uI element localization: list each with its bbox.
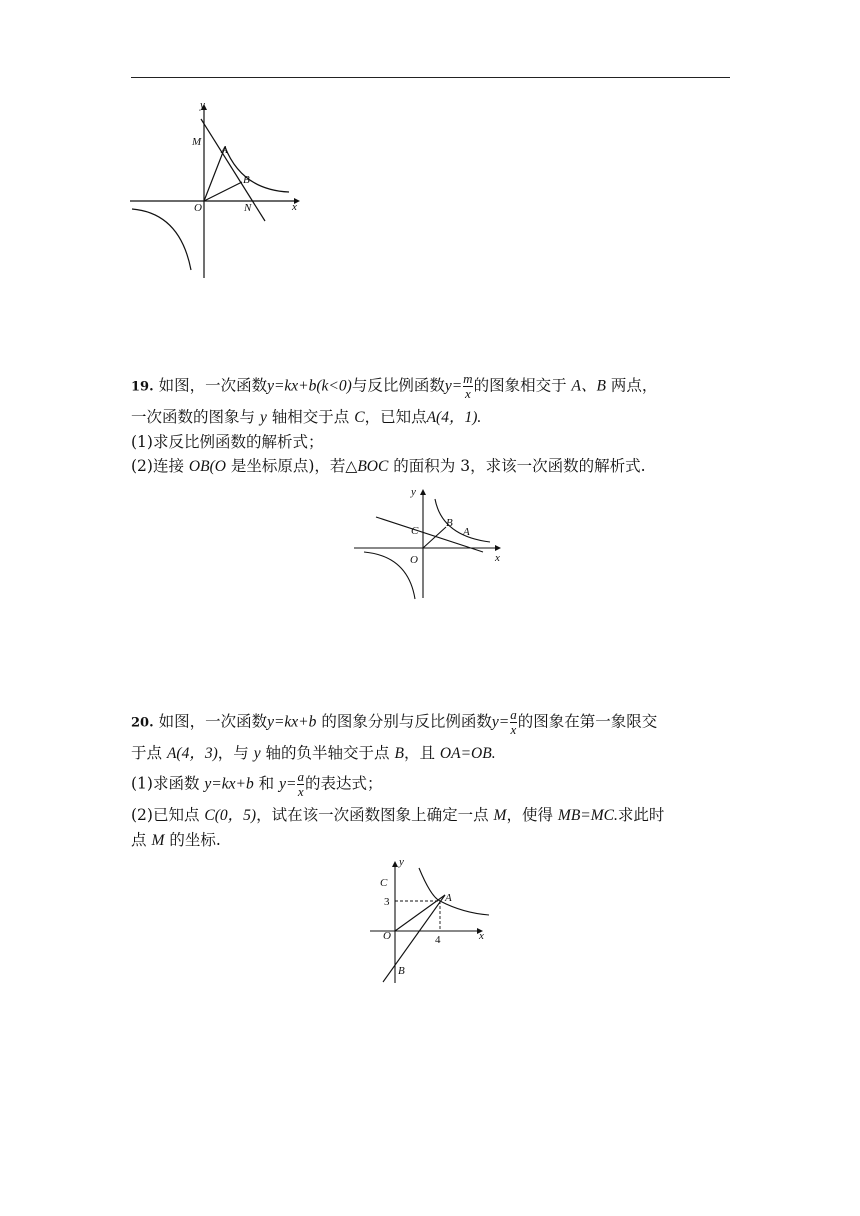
fraction-numerator: a: [297, 769, 304, 784]
fig20-label-4: 4: [435, 934, 441, 946]
q19-var: C: [354, 409, 365, 426]
q19-var: OB(O: [188, 458, 226, 475]
q19-text: 的面积为 3，求该一次函数的解析式.: [393, 457, 646, 475]
q20-text: 的图象在第一象限交: [517, 712, 658, 731]
q20-part-2-cont: [131, 828, 736, 853]
fig20-label-b: B: [398, 965, 405, 977]
q20-text: 轴的负半轴交于点: [265, 744, 390, 762]
q19-var: y: [259, 409, 267, 426]
fig1-label-o: O: [194, 202, 202, 214]
fig20-y-label: y: [399, 856, 404, 868]
q19-text: 与反比例函数: [351, 376, 445, 395]
fig1-label-n: N: [244, 202, 252, 214]
figure-top-graph: [125, 95, 310, 285]
fraction-numerator: a: [510, 707, 517, 722]
q19-text: (2)连接: [131, 457, 184, 475]
q20-text: 于点: [131, 744, 163, 762]
q20-equation: MB=MC.: [557, 807, 618, 824]
figure-q19: [350, 484, 510, 604]
q20-text: ，与: [217, 744, 249, 762]
fraction-denominator: x: [297, 784, 304, 799]
fig20-label-a: A: [445, 892, 452, 904]
fraction-denominator: x: [464, 386, 471, 401]
q20-equation: y=kx+b: [204, 775, 254, 793]
q20-equation: y=: [491, 713, 510, 731]
fig19-label-o: O: [410, 554, 418, 566]
q20-equation: OA=OB.: [439, 745, 496, 762]
q20-text: 和: [258, 774, 275, 793]
figure-q20: [365, 855, 500, 990]
q20-var: B: [394, 745, 404, 762]
q19-text: 如图，一次函数: [158, 376, 268, 395]
fig1-y-label: y: [200, 99, 205, 111]
q20-text: (2)已知点: [131, 806, 200, 824]
q20-fraction: [297, 770, 304, 799]
fig19-label-a: A: [463, 526, 470, 538]
q19-points: A、B: [571, 377, 606, 395]
q19-text: ，已知点: [364, 408, 427, 426]
q20-part-1: [131, 770, 736, 799]
q19-line-2: [131, 405, 736, 430]
q19-fraction: [463, 372, 472, 401]
q20-equation: y=: [279, 775, 297, 793]
fig20-label-c: C: [380, 877, 388, 889]
q20-point: C(0，5): [204, 807, 257, 824]
fig1-label-b: B: [243, 174, 250, 186]
q19-equation: y=: [444, 377, 463, 395]
q19-text: 一次函数的图象与: [131, 408, 256, 426]
fig20-label-o: O: [383, 930, 391, 942]
q20-text: ，试在该一次函数图象上确定一点: [256, 806, 489, 824]
header-rule: [131, 77, 730, 78]
fraction-denominator: x: [510, 722, 517, 737]
fig20-label-3: 3: [384, 896, 390, 908]
q20-number: 20.: [131, 715, 154, 731]
fig19-y-label: y: [411, 486, 416, 498]
q20-text: 如图，一次函数: [158, 712, 268, 731]
question-20: [131, 708, 736, 853]
q19-text: 的图象相交于: [473, 376, 567, 395]
q19-text: 轴相交于点: [271, 408, 350, 426]
q19-equation: y=kx+b(k<0): [267, 377, 352, 395]
q19-text: 是坐标原点)，若△: [230, 457, 358, 475]
q19-part-1: (1)求反比例函数的解析式；: [131, 433, 324, 451]
q20-text: 的表达式；: [304, 774, 383, 793]
q19-point: A(4，1).: [426, 409, 482, 426]
q20-text: (1)求函数: [131, 774, 200, 793]
q20-var: M: [151, 832, 165, 849]
fig20-x-label: x: [479, 930, 484, 942]
q20-var: M: [493, 807, 507, 824]
fig19-x-label: x: [495, 552, 500, 564]
q20-part-2: [131, 803, 736, 828]
figure-q19-graph: [350, 484, 510, 604]
q20-line-1: [131, 708, 736, 737]
q19-var: BOC: [357, 458, 389, 475]
q20-text: ，使得: [506, 806, 553, 824]
fig1-label-m: M: [192, 136, 202, 148]
q20-text: ，且: [403, 744, 435, 762]
fraction-numerator: m: [463, 371, 473, 386]
q20-equation: y=kx+b: [267, 713, 317, 731]
q20-text: 点: [131, 831, 147, 849]
fig1-x-label: x: [292, 201, 297, 213]
q20-text: 求此时: [617, 806, 665, 824]
q20-fraction: [510, 708, 517, 737]
figure-top: [125, 95, 310, 285]
q20-line-2: [131, 741, 736, 766]
figure-q20-graph: [365, 855, 500, 990]
q19-part-2: [131, 454, 736, 479]
q20-text: 的图象分别与反比例函数: [321, 712, 492, 731]
fig1-label-a: A: [221, 144, 228, 156]
q19-text: 两点，: [610, 376, 658, 395]
fig19-label-b: B: [446, 517, 453, 529]
q19-number: 19.: [131, 379, 154, 395]
q20-var: y: [253, 745, 261, 762]
q20-point: A(4，3): [166, 745, 218, 762]
question-19: [131, 372, 736, 479]
q20-text: 的坐标.: [169, 831, 221, 849]
q19-line-1: [131, 372, 736, 401]
fig19-label-c: C: [411, 525, 419, 537]
